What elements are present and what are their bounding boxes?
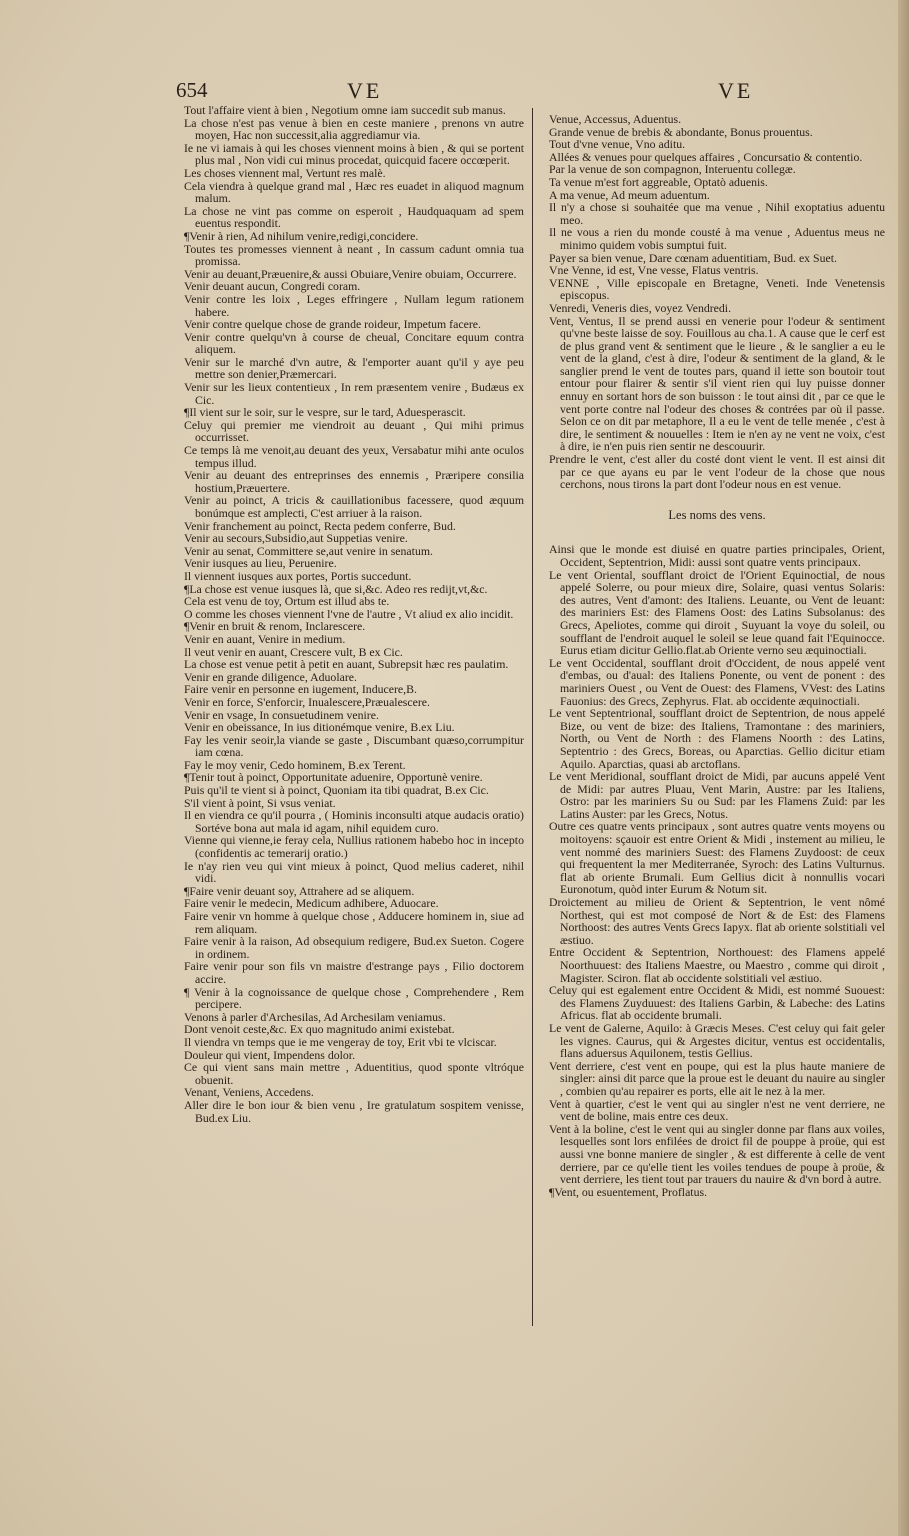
dictionary-entry: Venir en grande diligence, Aduolare. [184,669,357,684]
dictionary-entry: Tout l'affaire vient à bien , Negotium omne iam succedit sub manus. [184,103,506,117]
dictionary-entry: Ie n'ay rien veu qui vint mieux à poinct, Quod melius caderet, nihil vidi. [184,858,524,886]
dictionary-entry: Faire venir le medecin, Medicum adhibere, Aduocare. [184,896,439,911]
dictionary-entry: Celuy qui premier me viendroit au deuant , Qui mihi primus occurrisset. [184,417,524,445]
dictionary-entry: Celuy qui est egalement entre Occident & Midi, est nommé Suouest: des Flamens Zuyduuest: des Italiens Garbin, & Labeche: des Latins Africus. flat ab occidente brumali. [549,983,885,1023]
dictionary-entry: S'il vient à point, Si vsus veniat. [184,795,336,810]
dictionary-entry: Venir contre quelqu'vn à course de cheual, Concitare equum contra aliquem. [184,329,524,357]
dictionary-entry: Puis qu'il te vient si à poinct, Quoniam ita tibi quadrat, B.ex Cic. [184,783,489,798]
dictionary-entry: Vent à quartier, c'est le vent qui au singler n'est ne vent derriere, ne vent de boline, mais entre ces deux. [549,1096,885,1124]
running-head-left: VE [347,78,383,103]
dictionary-entry: Les choses viennent mal, Vertunt res malè. [184,165,386,180]
dictionary-entry: ¶Faire venir deuant soy, Attrahere ad se aliquem. [184,883,415,898]
dictionary-entry: Venir en force, S'enforcir, Inualescere,Præualescere. [184,694,430,709]
dictionary-entry: A ma venue, Ad meum aduentum. [549,187,710,202]
dictionary-entry: Ce qui vient sans main mettre , Aduentitius, quod sponte vltróque obuenit. [184,1060,524,1087]
dictionary-entry: Outre ces quatre vents principaux , sont autres quatre vents moyens ou moitoyens: sçauoir est entre Orient & Midi , instement au milieu, le vent nommé des mariniers Suest: des Flamens Zuydoost: de ceux qui frequentent la mer Mediterranée, Syroch: des Latins Vulturnus. flat ab oriente Brumali. Eum Gellius dicit à nonnullis vocari Euronotum, quòd inter Eurum & Notum sit. [549,819,885,897]
dictionary-entry: Vent derriere, c'est vent en poupe, qui est la plus haute maniere de singler: ainsi dit parce que la proue est le deuant du nauire au singler , combien qu'au repairer es ports, elle ait le nez à la mer. [549,1058,885,1098]
dictionary-entry: Vent à la boline, c'est le vent qui au singler donne par flans aux voiles, lesquelles sont lors enfilées de droict fil de pouppe à proüe, qui est aussi vne bonne maniere de singler , & est differente à celle de vent derriere, par ce qu'elle tient les voiles tendues de poupe à proüe, & vent derriere, les tient tout par trauers du nauire & d'vn bord à autre. [549,1121,885,1187]
facing-page-edge [898,0,909,1536]
dictionary-entry: Entre Occident & Septentrion, Northouest: des Flamens appelé Noorthuuest: des Italiens Maestre, ou Maestro , comme qui diroit , Magister. Sciron. flat ab occidente solstitiali vel æstiuo. [549,945,885,985]
dictionary-entry: ¶Venir en bruit & renom, Inclarescere. [184,619,366,634]
dictionary-entry: Fay les venir seoir,la viande se gaste , Discumbant quæso,corrumpitur iam cœna. [184,732,524,760]
dictionary-entry: Venir contre les loix , Leges effringere , Nullam legum rationem habere. [184,291,524,319]
dictionary-entry: Payer sa bien venue, Dare cœnam aduentitiam, Bud. ex Suet. [549,250,837,265]
dictionary-entry: Il en viendra ce qu'il pourra , ( Hominis inconsulti atque audacis oratio) Sortéve bona aut mala id agam, nihil equidem curo. [184,808,524,835]
dictionary-entry: Toutes tes promesses viennent à neant , In cassum cadunt omnia tua promissa. [184,241,524,269]
dictionary-entry: Le vent Meridional, soufflant droict de Midi, par aucuns appelé Vent de Midi: par autres Pluau, Vent Marin, Austre: par les Italiens, Ostro: par les mariniers Su ou Sud: par les Flamens Zuid: par les Latins Auster: par les Grecs, Notus. [549,769,885,821]
dictionary-entry: Grande venue de brebis & abondante, Bonus prouentus. [549,124,813,139]
dictionary-entry: Venons à parler d'Archesilas, Ad Archesilam veniamus. [184,1009,446,1024]
dictionary-entry: Le vent de Galerne, Aquilo: à Græcis Meses. C'est celuy qui fait geler les vignes. Caurus, qui & Argestes dicitur, ventus est occidentalis, flans aduersus Aquilonem, testis Gellius. [549,1020,885,1061]
right-column-bottom [549,543,885,1198]
dictionary-entry: ¶Il vient sur le soir, sur le vespre, sur le tard, Aduesperascit. [184,405,466,420]
column-divider [532,108,533,1326]
dictionary-entry: Vne Venne, id est, Vne vesse, Flatus ventris. [549,263,759,278]
dictionary-entry: O comme les choses viennent l'vne de l'autre , Vt aliud ex alio incidit. [184,606,514,621]
dictionary-entry: Dont venoit ceste,&c. Ex quo magnitudo animi existebat. [184,1022,455,1037]
dictionary-entry: VENNE , Ville episcopale en Bretagne, Veneti. Inde Venetensis episcopus. [549,275,885,303]
page-header [0,78,909,106]
dictionary-entry: Ainsi que le monde est diuisé en quatre parties principales, Orient, Occident, Septentrion, Midi: aussi sont quatre vents principaux. [549,542,885,569]
dictionary-entry: ¶ Venir à la cognoissance de quelque chose , Comprehendere , Rem percipere. [184,984,524,1012]
dictionary-entry: Venir au secours,Subsidio,aut Suppetias venire. [184,531,408,546]
dictionary-entry: Il n'y a chose si souhaitée que ma venue , Nihil exoptatius aduentu meo. [549,200,885,227]
dictionary-entry: Venir en vsage, In consuetudinem venire. [184,707,379,722]
dictionary-entry: Ce temps là me venoit,au deuant des yeux, Versabatur mihi ante oculos tempus illud. [184,443,524,470]
dictionary-entry: Venir sur le marché d'vn autre, & l'emporter auant qu'il y aye peu mettre son denier,Præmercari. [184,354,524,382]
dictionary-entry: Venant, Veniens, Accedens. [184,1085,314,1100]
dictionary-entry: Il viennent iusques aux portes, Portis succedunt. [184,568,412,583]
dictionary-entry: Venir au deuant des entreprinses des ennemis , Præripere consilia hostium,Præuertere. [184,468,524,495]
dictionary-entry: Allées & venues pour quelques affaires , Concursatio & contentio. [549,149,863,164]
dictionary-entry: Faire venir en personne en iugement, Inducere,B. [184,682,417,697]
dictionary-entry: Droictement au milieu de Orient & Septentrion, le vent nômé Northest, qui est mot composé de Nort & de Est: des Flamens Northoost: des autres Vents Grecs Iapyx. flat ab oriente solstitiali vel æstiuo. [549,895,885,947]
left-column [184,104,524,1124]
dictionary-entry: Venredi, Veneris dies, voyez Vendredi. [549,300,732,315]
dictionary-entry: Venir au senat, Committere se,aut venire in senatum. [184,543,433,558]
dictionary-entry: Prendre le vent, c'est aller du costé dont vient le vent. Il est ainsi dit par ce que ayans eu par le vent l'odeur de la chose que nous cerchons, nous tirons la part dont l'odeur nous en est venue. [549,452,885,492]
dictionary-entry: Venir sur les lieux contentieux , In rem præsentem venire , Budæus ex Cic. [184,380,524,407]
dictionary-entry: Venir au poinct, A tricis & cauillationibus facessere, quod æquum bonúmque est amplecti, C'est arriuer à la raison. [184,493,524,520]
right-column [549,113,885,1198]
dictionary-entry: Ta venue m'est fort aggreable, Optatò aduenis. [549,174,768,189]
dictionary-entry: Venir en auant, Venire in medium. [184,631,346,646]
dictionary-entry: Vienne qui vienne,ie feray cela, Nullius rationem habebo hoc in incepto (confidentis ac temerarij oratio.) [184,833,524,861]
dictionary-entry: Aller dire le bon iour & bien venu , Ire gratulatum sospitem venisse, Bud.ex Liu. [184,1097,524,1125]
dictionary-entry: ¶Venir à rien, Ad nihilum venire,redigi,concidere. [184,228,419,243]
dictionary-entry: Venir iusques au lieu, Peruenire. [184,556,337,571]
running-head-right: VE [718,78,754,103]
dictionary-entry: Faire venir à la raison, Ad obsequium redigere, Bud.ex Sueton. Cogere in ordinem. [184,934,524,961]
dictionary-entry: Venir au deuant,Præuenire,& aussi Obuiare,Venire obuiam, Occurrere. [184,266,517,281]
dictionary-entry: Tout d'vne venue, Vno aditu. [549,137,686,152]
dictionary-entry: Cela est venu de toy, Ortum est illud abs te. [184,594,390,609]
dictionary-entry: Par la venue de son compagnon, Interuentu collegæ. [549,162,796,177]
dictionary-entry: Venir deuant aucun, Congredi coram. [184,279,361,294]
dictionary-entry: Cela viendra à quelque grand mal , Hæc res euadet in aliquod magnum malum. [184,178,524,206]
dictionary-entry: Venir contre quelque chose de grande roideur, Impetum facere. [184,317,481,332]
dictionary-entry: Le vent Oriental, soufflant droict de l'Orient Equinoctial, de nous appelé Solerre, ou pour mieux dire, Solaire, quasi ventus Solaris: des autres, Vent d'amont: des Italiens. Leuante, ou Vent de leuant: des mariniers Est: des Flamens Oost: des Latins Subsolanus: des Grecs, Apeliotes, comme qui diroit , Suyuant la voye du soleil, ou soufflant de l'endroit auquel le soleil se leue quand fait l'Equinocce. Eurus etiam dicitur Gellio.flat.ab Oriente verno seu æquinoctiali. [549,567,885,658]
dictionary-entry: La chose ne vint pas comme on esperoit , Haudquaquam ad spem euentus respondit. [184,203,524,231]
dictionary-entry: ¶La chose est venue iusques là, que si,&c. Adeo res redijt,vt,&c. [184,581,488,596]
dictionary-entry: Venir franchement au poinct, Recta pedem conferre, Bud. [184,518,456,533]
dictionary-entry: ¶Vent, ou esuentement, Proflatus. [549,1184,708,1199]
dictionary-entry: Le vent Septentrional, soufflant droict de Septentrion, de nous appelé Bize, ou vent de bize: des Italiens, Tramontane : des mariniers, North, ou Vent de North : des Flamens Noorth : des Latins, Septentrio : des Grecs, Boreas, ou Aparctias. Gellio dicitur etiam Aquilo. Aparctias, quasi ab arctoflans. [549,706,885,771]
section-title: Les noms des vens. [668,507,766,522]
dictionary-entry: Il veut venir en auant, Crescere vult, B ex Cic. [184,644,403,659]
dictionary-entry: Le vent Occidental, soufflant droit d'Occident, de nous appelé vent d'embas, ou d'aual: des Italiens Ponente, ou vent de ponent : des mariniers Ouest , ou Vent de Ouest: des Flamens, VVest: des Latins Fauonius: des Grecs, Zephyrus. Flat. ab occidente æquinoctiali. [549,655,885,708]
right-column-top [549,113,885,491]
dictionary-entry: Douleur qui vient, Impendens dolor. [184,1047,356,1062]
dictionary-entry: Fay le moy venir, Cedo hominem, B.ex Terent. [184,757,406,772]
dictionary-entry: ¶Tenir tout à poinct, Opportunitate aduenire, Opportunè venire. [184,770,483,785]
dictionary-entry: Il viendra vn temps que ie me vengeray de toy, Erit vbi te vlciscar. [184,1034,497,1049]
dictionary-entry: Vent, Ventus, Il se prend aussi en venerie pour l'odeur & sentiment qu'vne beste laisse de soy. Fouillous au cha.1. A cause que le cerf est de plus grand vent & sentiment que le lieure , & le sanglier a eu le vent de la gland, c'est à dire, l'odeur & sentiment de la gland, & le sanglier prend le vent de toutes pars, quand il iette son boutoir tout entour pour flairer & sentir s'il vient rien qui luy puisse donner ennuy en sortant hors de son buisson : le tout ainsi dit , par ce que le vent porte contre nal l'odeur des choses & contrées par où il passe. Selon ce on dit par metaphore, Il a eu le vent de telle menée , c'est à dire, le sentiment & nouuelles : Item ie n'en ay ne vent ne voix, c'est à dire, ie n'en puis rien sentir ne descouurir. [549,313,885,454]
dictionary-entry: Ie ne vi iamais à qui les choses viennent moins à bien , & qui se portent plus mal , Non vidi cui minus procedat, quicquid facere occœperit. [184,140,524,168]
dictionary-entry: La chose n'est pas venue à bien en ceste maniere , prenons vn autre moyen, Hac non successit,alia aggrediamur via. [184,115,524,143]
dictionary-entry: La chose est venue petit à petit en auant, Subrepsit hæc res paulatim. [184,657,509,672]
dictionary-entry: Faire venir vn homme à quelque chose , Adducere hominem in, siue ad rem aliquam. [184,909,524,936]
page-number: 654 [176,78,208,102]
dictionary-entry: Faire venir pour son fils vn maistre d'estrange pays , Filio doctorem accire. [184,959,524,986]
dictionary-entry: Venue, Accessus, Aduentus. [549,112,682,126]
dictionary-entry: Il ne vous a rien du monde cousté à ma venue , Aduentus meus ne minimo quidem vobis sumptui fuit. [549,225,885,252]
dictionary-entry: Venir en obeissance, In ius ditionémque venire, B.ex Liu. [184,720,455,735]
